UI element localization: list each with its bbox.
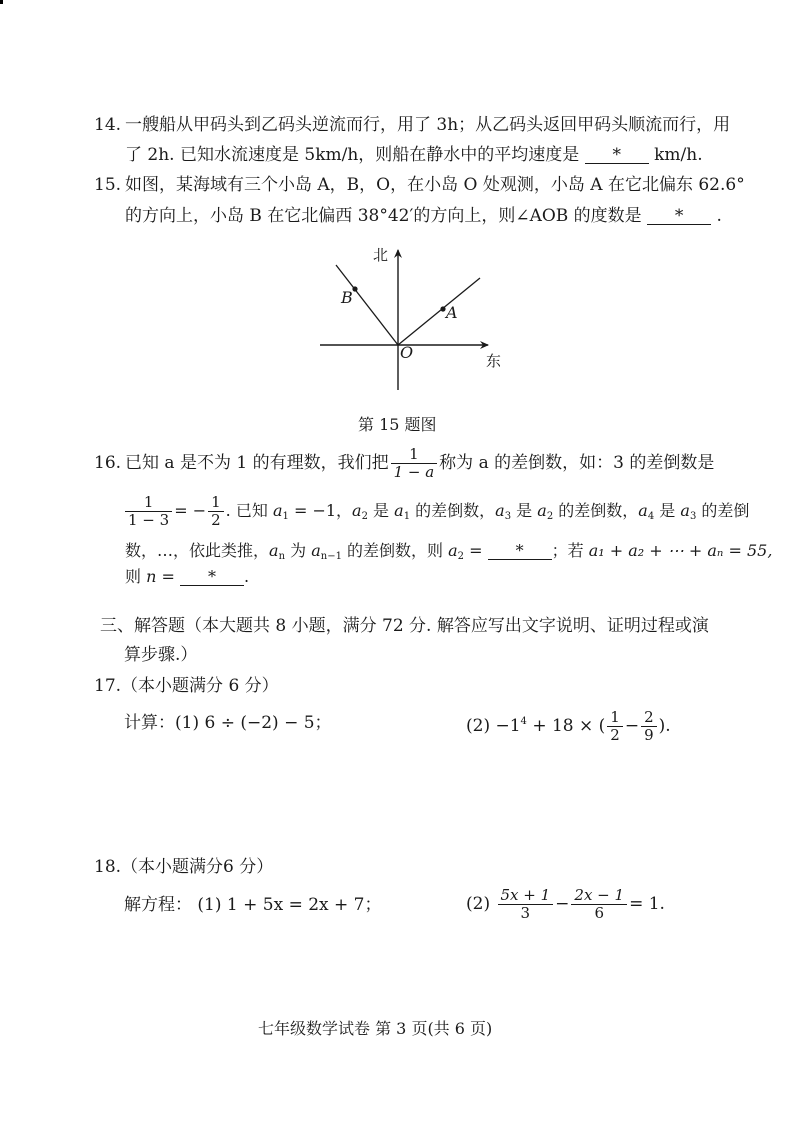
q15-end: . (716, 206, 722, 226)
q16-line4-end: . (244, 567, 250, 586)
q16-var-an1: a (311, 541, 321, 560)
q14-unit: km/h. (654, 145, 703, 165)
point-b (352, 286, 357, 291)
q16-sub-2-answer: 2 (457, 551, 465, 562)
q16-frac-ex-den: 1 − 3 (128, 511, 170, 529)
q18-frac1-num: 5x + 1 (498, 887, 554, 905)
q16-line3-text-c: 的差倒数，则 (341, 541, 449, 560)
q16-text-7: 的差倒 (696, 501, 750, 520)
figure-east-label: 东 (486, 352, 502, 370)
q17-frac2-den: 9 (644, 726, 654, 744)
q16-sub-3: 1 (403, 511, 411, 522)
q17-frac1-den: 2 (610, 726, 620, 744)
q14-line1: 一艘船从甲码头到乙码头逆流而行，用了 3h；从乙码头返回甲码头顺流而行，用 (125, 115, 731, 135)
q14-answer-blank[interactable]: * (585, 147, 649, 164)
q16-var-an: a (269, 541, 279, 560)
q16-line3-text-b: 为 (285, 541, 312, 560)
q16-sub-5: 2 (546, 511, 554, 522)
q18-fraction-right (571, 887, 627, 922)
q16-frac-half-den: 2 (211, 511, 221, 529)
q16-sub-6: 4 (647, 511, 655, 522)
q14-number: 14. (94, 115, 122, 135)
q18-part2-label: (2) (466, 894, 491, 914)
q16-line4 (125, 566, 249, 588)
q16-text-6: 是 (654, 501, 681, 520)
q17-fraction-half (607, 709, 623, 744)
q16-var-a4: a (495, 501, 505, 520)
q16-sub-4: 3 (504, 511, 512, 522)
q16-sub-1: 1 (282, 511, 289, 522)
q16-line3-text-a: 数，…，依此类推， (125, 541, 270, 560)
q16-fraction-def (391, 446, 438, 481)
q16-sub-n: n (278, 551, 286, 562)
q15-number: 15. (94, 175, 122, 195)
q18-frac2-num: 2x − 1 (571, 887, 627, 905)
q16-var-n: n (146, 567, 157, 586)
q16-text-2: 是 (367, 501, 395, 520)
q15-line2 (125, 205, 722, 227)
q16-sub-n1: n−1 (320, 551, 342, 562)
q16-answer-blank-a2[interactable]: * (488, 543, 552, 560)
q17-part2-end: ). (658, 716, 671, 736)
figure-15-diagram (310, 240, 510, 400)
q17-header: 17.（本小题满分 6 分） (94, 676, 279, 696)
q17-part2 (466, 702, 671, 746)
q17-minus: − (624, 716, 640, 736)
q17-frac1-num: 1 (607, 709, 623, 727)
figure-label-o: O (400, 343, 414, 362)
q16-text-4: 是 (511, 501, 538, 520)
q16-var-a5: a (537, 501, 547, 520)
q16-var-a1: a (272, 501, 283, 520)
q18-frac2-den: 6 (594, 904, 604, 922)
q16-var-a2: a (352, 501, 362, 520)
q16-line1 (125, 443, 714, 483)
q16-fraction-example (125, 494, 172, 529)
q17-part2-text-a: (2) −1 (466, 716, 521, 736)
page-footer: 七年级数学试卷 第 3 页(共 6 页) (258, 1019, 493, 1038)
q16-frac-def-num: 1 (391, 446, 438, 464)
q16-sum-expression: a₁ + a₂ + ⋯ + aₙ = 55, (588, 541, 773, 560)
q15-answer-blank[interactable]: * (647, 208, 711, 225)
q16-var-a6: a (638, 501, 648, 520)
q16-fraction-half (208, 494, 224, 529)
q16-line3 (125, 540, 772, 568)
q16-var-a7: a (680, 501, 690, 520)
q16-text-1: = −1， (288, 501, 353, 520)
q14-line2 (125, 144, 703, 166)
q18-part2 (466, 884, 665, 924)
q18-part1: 解方程： (1) 1 + 5x = 2x + 7； (124, 895, 382, 915)
q17-part2-text-b: + 18 × ( (526, 716, 606, 736)
q16-sub-2: 2 (361, 511, 368, 522)
point-a (440, 306, 445, 311)
q16-line3-text-e: ；若 (551, 541, 589, 560)
q15-line2-text: 的方向上，小岛 B 在它北偏西 38°42′的方向上，则∠AOB 的度数是 (125, 206, 642, 226)
figure-label-a: A (446, 303, 458, 322)
q15-line1: 如图，某海域有三个小岛 A，B，O，在小岛 O 处观测，小岛 A 在它北偏东 62.6° (125, 175, 745, 195)
q16-line1-text-a: 已知 a 是不为 1 的有理数，我们把 (125, 453, 389, 473)
q18-minus: − (555, 894, 570, 914)
q17-fraction-two-ninths (641, 709, 657, 744)
q16-frac-half-num: 1 (208, 494, 224, 512)
q16-line4-equals: = (156, 567, 175, 586)
q16-frac-def-den: 1 − a (393, 463, 435, 481)
q16-text-5: 的差倒数， (553, 501, 639, 520)
ray-oa (398, 278, 480, 345)
q18-header: 18.（本小题满分6 分） (94, 857, 274, 877)
q17-part1: 计算：(1) 6 ÷ (−2) − 5； (124, 713, 332, 733)
q18-part2-end: = 1. (629, 894, 665, 914)
q16-frac-ex-num: 1 (125, 494, 172, 512)
q16-equals: = − (174, 501, 207, 520)
section3-heading-line1: 三、解答题（本大题共 8 小题，满分 72 分. 解答应写出文字说明、证明过程或演 (100, 616, 709, 636)
q16-var-a2-answer: a (448, 541, 458, 560)
q16-sub-7: 3 (689, 511, 697, 522)
q16-line1-text-b: 称为 a 的差倒数，如：3 的差倒数是 (439, 453, 715, 473)
figure-north-label: 北 (373, 246, 389, 264)
q17-frac2-num: 2 (641, 709, 657, 727)
q18-fraction-left (498, 887, 554, 922)
q16-number: 16. (94, 453, 122, 473)
q16-text-3: 的差倒数， (410, 501, 496, 520)
figure-label-b: B (341, 288, 353, 307)
q16-given: . 已知 (225, 501, 268, 520)
figure-caption: 第 15 题图 (358, 415, 437, 434)
scan-corner-mark (0, 0, 3, 4)
q16-line4-text-a: 则 (125, 567, 147, 586)
q16-var-a3: a (394, 501, 404, 520)
q16-line3-equals: = (464, 541, 483, 560)
q14-line2-text: 了 2h. 已知水流速度是 5km/h，则船在静水中的平均速度是 (125, 145, 580, 165)
q17-exponent: 4 (520, 716, 527, 727)
q16-line2 (125, 491, 749, 537)
q16-answer-blank-n[interactable]: * (180, 569, 244, 586)
section3-heading-line2: 算步骤.） (124, 645, 198, 665)
q18-frac1-den: 3 (520, 904, 531, 922)
